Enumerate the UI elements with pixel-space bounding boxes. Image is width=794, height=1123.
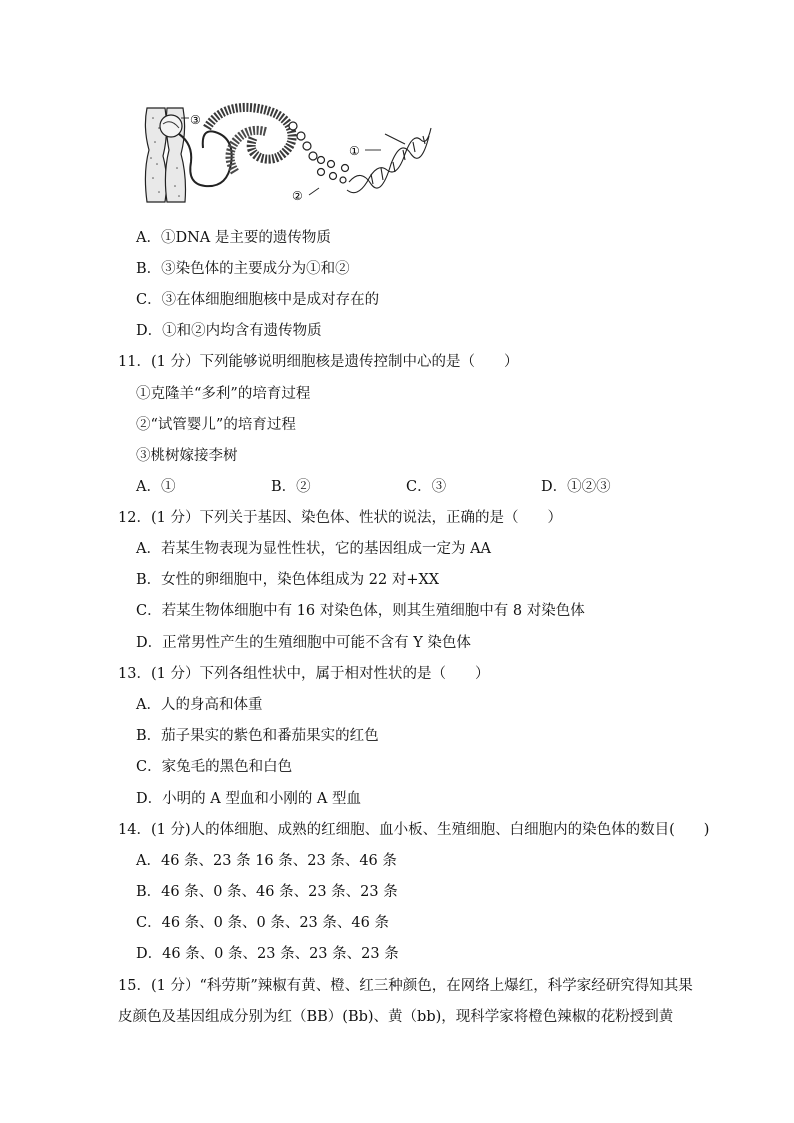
chromosome-drawing [145, 108, 189, 202]
q11-option-b: B．② [271, 479, 311, 495]
q11-stem: 11．(1 分）下列能够说明细胞核是遗传控制中心的是（ ） [118, 354, 519, 370]
q13-stem: 13．(1 分）下列各组性状中，属于相对性状的是（ ） [118, 666, 490, 682]
q14-option-b: B．46 条、0 条、46 条、23 条、23 条 [136, 884, 398, 900]
q10-option-a: A．①DNA 是主要的遗传物质 [136, 230, 331, 246]
figure-label-3: ③ [190, 113, 201, 127]
nucleosome-beads [289, 122, 349, 183]
q13-option-d: D．小明的 A 型血和小刚的 A 型血 [136, 791, 362, 807]
q14-stem: 14．(1 分)人的体细胞、成熟的红细胞、血小板、生殖细胞、白细胞内的染色体的数目( ) [118, 822, 710, 838]
q11-option-d: D．①②③ [541, 479, 611, 495]
q11-item-1: ①克隆羊“多利”的培育过程 [136, 386, 311, 402]
q15-stem-line-1: 15．(1 分）“科劳斯”辣椒有黄、橙、红三种颜色，在网络上爆红，科学家经研究得知其果 [118, 978, 693, 994]
q12-option-d: D．正常男性产生的生殖细胞中可能不含有 Y 染色体 [136, 635, 471, 651]
q10-option-c: C．③在体细胞细胞核中是成对存在的 [136, 292, 380, 308]
dna-double-helix [347, 128, 431, 193]
q13-option-a: A．人的身高和体重 [136, 697, 263, 713]
q10-option-d: D．①和②内均含有遗传物质 [136, 323, 322, 339]
q15-stem-line-2: 皮颜色及基因组成分别为红（BB）(Bb)、黄（bb)，现科学家将橙色辣椒的花粉授到黄 [118, 1009, 674, 1025]
q14-option-a: A．46 条、23 条 16 条、23 条、46 条 [136, 853, 397, 869]
label-2-pointer [309, 188, 319, 195]
q11-options-row [136, 477, 676, 497]
q10-option-b: B．③染色体的主要成分为①和② [136, 261, 350, 277]
q12-option-b: B．女性的卵细胞中，染色体组成为 22 对+XX [136, 572, 440, 588]
q12-option-c: C．若某生物体细胞中有 16 对染色体，则其生殖细胞中有 8 对染色体 [136, 603, 585, 619]
q12-option-a: A．若某生物表现为显性性状，它的基因组成一定为 AA [136, 541, 492, 557]
q11-item-2: ②“试管婴儿”的培育过程 [136, 417, 296, 433]
figure-label-1: ① [349, 144, 360, 158]
q14-option-c: C．46 条、0 条、0 条、23 条、46 条 [136, 915, 389, 931]
chromosome-dna-figure [135, 98, 435, 210]
q11-option-c: C．③ [406, 479, 447, 495]
figure-label-2: ② [292, 189, 303, 203]
q13-option-b: B．茄子果实的紫色和番茄果实的红色 [136, 728, 379, 744]
q14-option-d: D．46 条、0 条、23 条、23 条、23 条 [136, 946, 399, 962]
q12-stem: 12．(1 分）下列关于基因、染色体、性状的说法，正确的是（ ） [118, 510, 562, 526]
q11-option-a: A．① [136, 479, 176, 495]
q11-item-3: ③桃树嫁接李树 [136, 448, 238, 464]
q13-option-c: C．家兔毛的黑色和白色 [136, 759, 293, 775]
